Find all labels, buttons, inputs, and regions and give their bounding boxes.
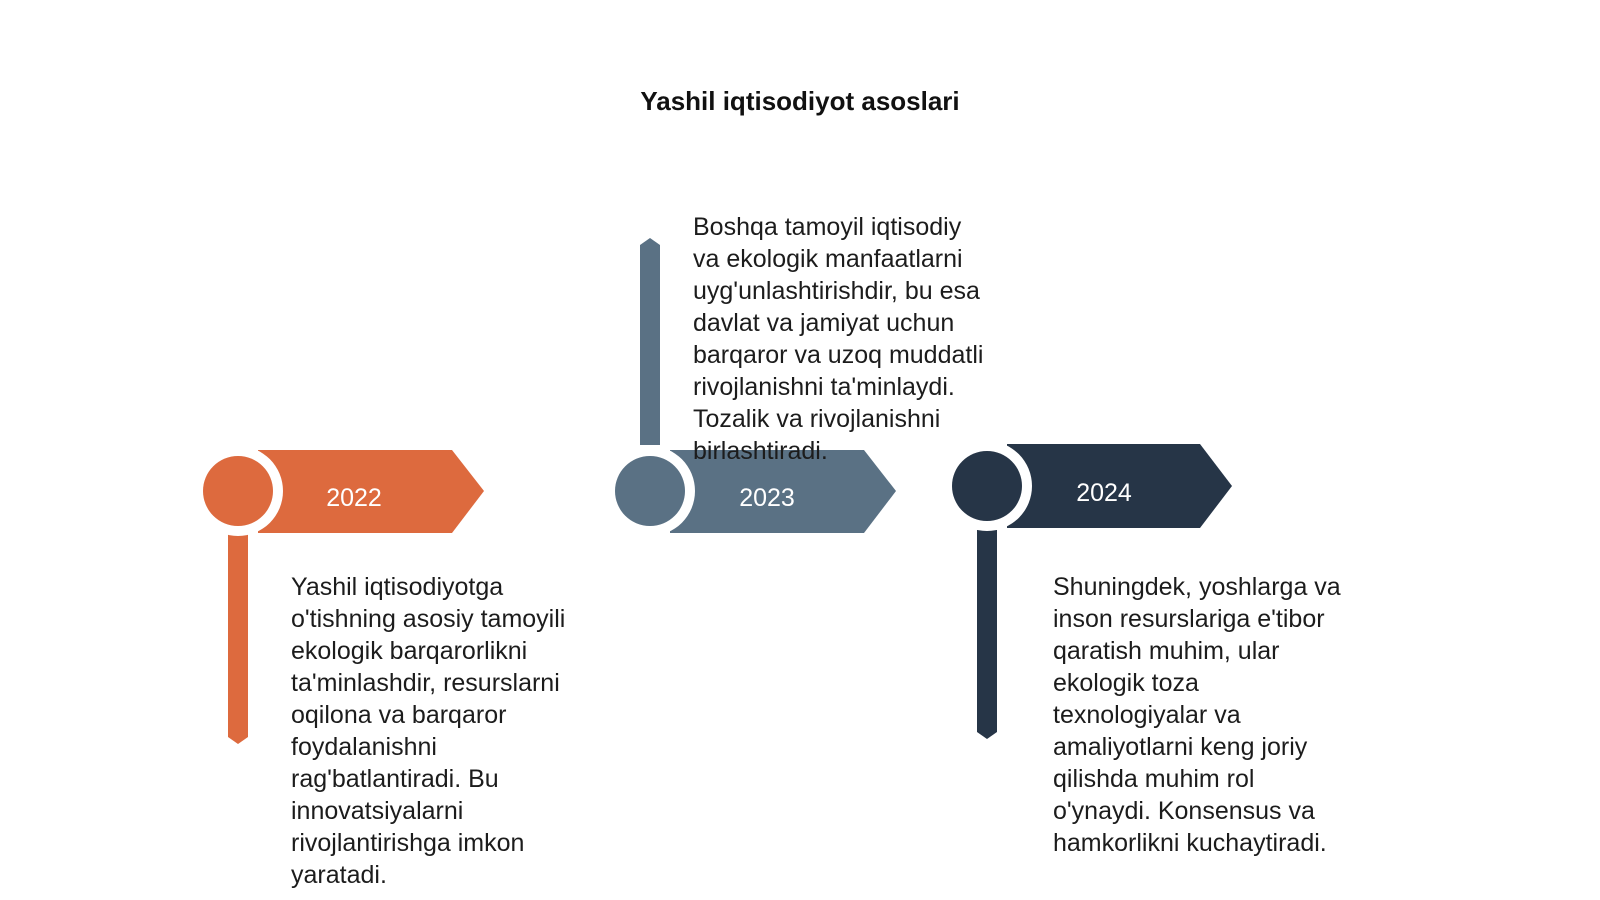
- milestone-2024-description: Shuningdek, yoshlarga va inson resurslariga e'tibor qaratish muhim, ular ekologik toza texnologiyalar va amaliyotlarni keng joriy qilishda muhim rol o'ynaydi. Konsensus va hamkorlikni kuchaytiradi.: [1053, 573, 1341, 857]
- node-2022: [203, 456, 273, 526]
- stem-2023: [640, 238, 660, 445]
- year-label-2022: 2022: [326, 484, 382, 512]
- diagram-title: Yashil iqtisodiyot asoslari: [640, 86, 960, 116]
- year-label-2023: 2023: [739, 484, 795, 512]
- milestone-2022-description: Yashil iqtisodiyotga o'tishning asosiy tamoyili ekologik barqarorlikni ta'minlashdir, resurslarni oqilona va barqaror foydalanishni rag'batlantiradi. Bu innovatsiyalarni rivojlantirishga imkon yaratadi.: [291, 573, 566, 889]
- year-label-2024: 2024: [1076, 479, 1132, 507]
- stem-2022: [228, 528, 248, 744]
- stem-2024: [977, 530, 997, 739]
- milestone-2023-description: Boshqa tamoyil iqtisodiy va ekologik manfaatlarni uyg'unlashtirishdir, bu esa davlat va jamiyat uchun barqaror va uzoq muddatli rivojlanishni ta'minlaydi. Tozalik va rivojlanishni birlashtiradi.: [693, 213, 984, 465]
- node-2023: [615, 456, 685, 526]
